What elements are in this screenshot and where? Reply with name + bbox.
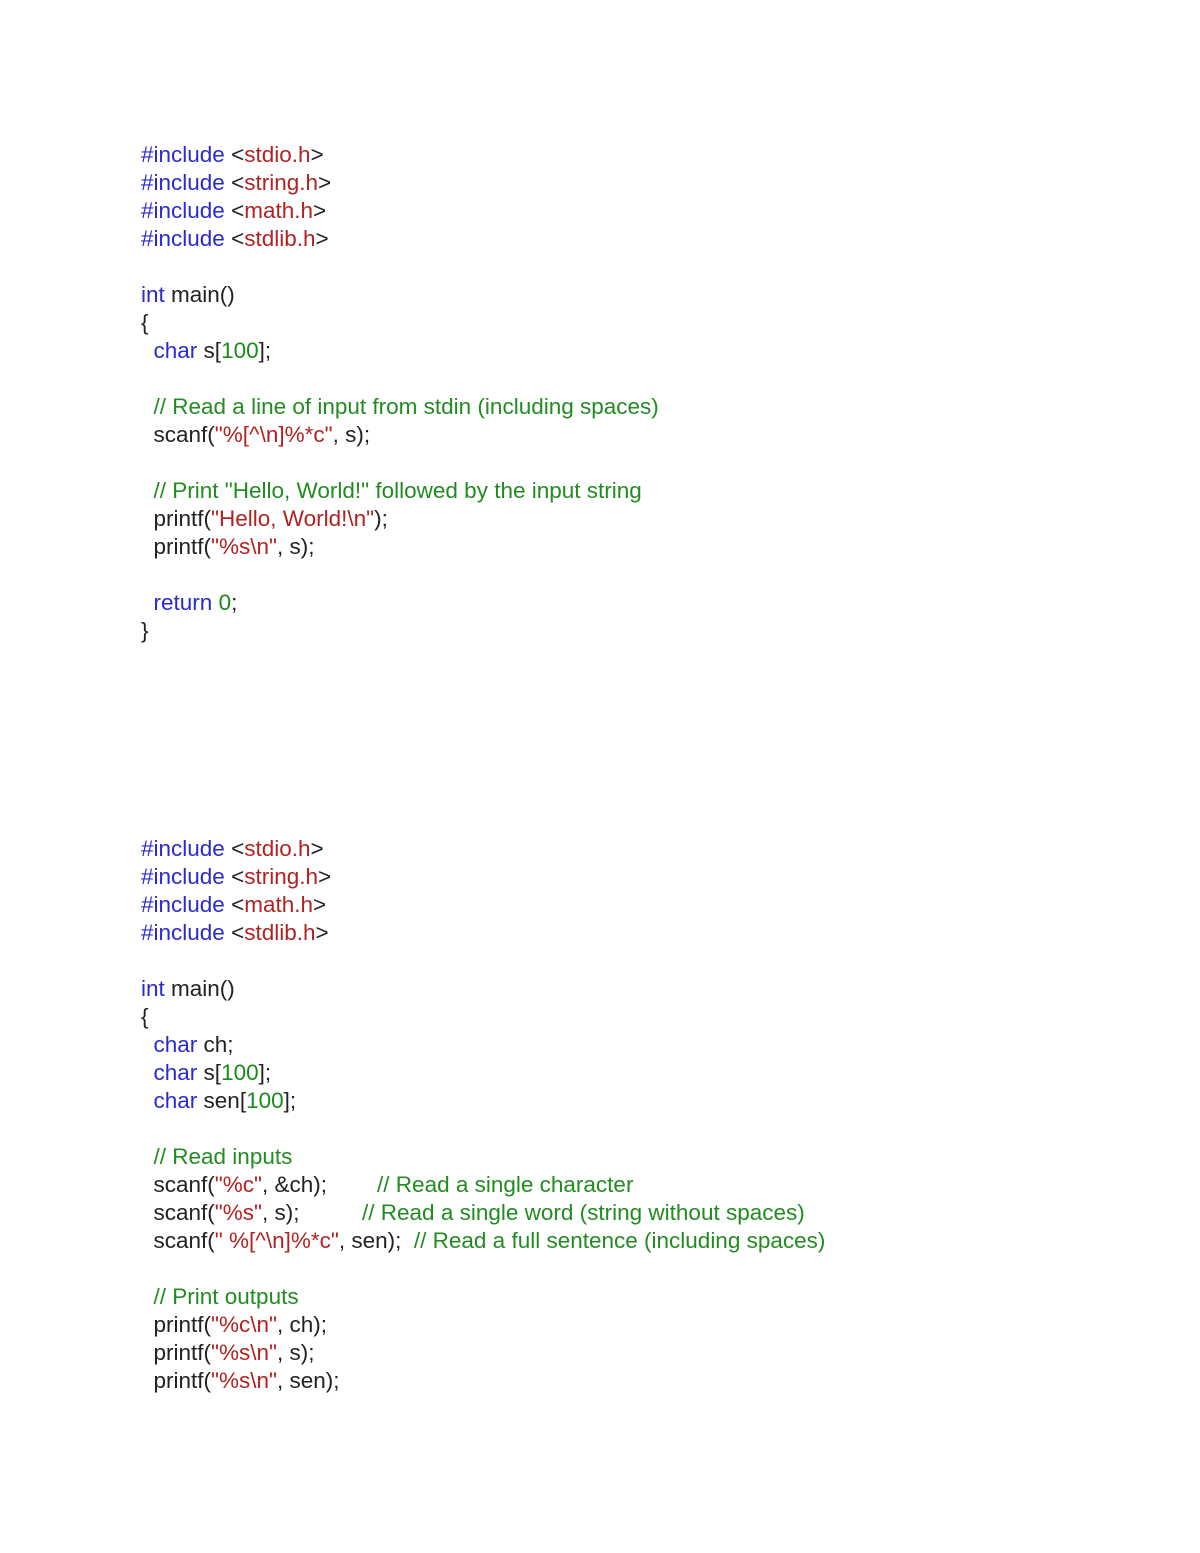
code-line [141,1311,825,1339]
code-token-string: "%s\n" [211,534,278,559]
code-token-string: "%s" [214,1200,263,1225]
code-token-header: stdlib.h [244,226,316,251]
code-token-plain [141,394,154,419]
code-token-string: " %[^\n]%*c" [214,1228,339,1253]
code-token-header: string.h [244,864,319,889]
code-token-string: "Hello, World!\n" [211,506,375,531]
code-token-plain: > [310,836,324,861]
code-token-plain: ]; [258,338,272,363]
code-token-string: "%s\n" [211,1340,278,1365]
code-line [141,1059,825,1087]
code-token-string: "%c\n" [211,1312,278,1337]
code-token-plain: } [141,618,149,643]
code-line [141,891,825,919]
code-token-keyword: char [153,338,198,363]
code-line [141,281,659,309]
code-token-plain: main() [164,976,235,1001]
code-token-plain: , sen); [338,1228,414,1253]
code-token-plain: printf( [141,1340,212,1365]
code-token-plain: printf( [141,1368,212,1393]
code-token-plain: { [141,310,149,335]
code-token-directive: #include [141,198,232,223]
code-token-comment: // Read inputs [153,1144,293,1169]
code-block-read-inputs [141,835,825,1395]
code-token-keyword: return [153,590,213,615]
code-token-plain: , sen); [277,1368,340,1393]
code-token-plain: , s); [262,1200,363,1225]
code-line [141,1115,825,1143]
code-token-plain: > [318,170,332,195]
code-token-plain: { [141,1004,149,1029]
code-line [141,1003,825,1031]
code-token-directive: #include [141,920,232,945]
code-line [141,225,659,253]
code-token-header: stdlib.h [244,920,316,945]
code-token-plain: > [318,864,332,889]
code-line [141,477,659,505]
code-line [141,1199,825,1227]
code-token-plain: > [315,226,329,251]
code-line [141,505,659,533]
code-token-comment: // Read a single word (string without spaces) [362,1200,805,1225]
code-token-plain: , s); [277,534,315,559]
code-token-plain: ]; [258,1060,272,1085]
code-token-header: math.h [244,198,314,223]
code-token-comment: // Print outputs [153,1284,299,1309]
code-token-plain: < [231,142,245,167]
code-token-plain: > [310,142,324,167]
code-token-plain [141,1060,154,1085]
code-token-header: stdio.h [244,142,311,167]
code-line [141,169,659,197]
code-token-directive: #include [141,142,232,167]
code-token-plain [141,1284,154,1309]
code-line [141,1031,825,1059]
code-token-comment: // Read a line of input from stdin (including spaces) [153,394,659,419]
code-token-comment: // Read a single character [377,1172,634,1197]
code-line [141,1283,825,1311]
code-token-keyword: char [153,1088,198,1113]
code-line [141,919,825,947]
code-token-comment: // Print "Hello, World!" followed by the input string [153,478,642,503]
code-token-plain: s[ [197,338,222,363]
code-token-plain: scanf( [141,422,215,447]
code-token-keyword: char [153,1060,198,1085]
code-line [141,1255,825,1283]
code-line [141,533,659,561]
code-line [141,1367,825,1395]
code-token-plain: ch; [197,1032,234,1057]
code-token-directive: #include [141,864,232,889]
code-token-plain: printf( [141,1312,212,1337]
code-token-plain: ]; [283,1088,297,1113]
code-line [141,1339,825,1367]
code-token-directive: #include [141,170,232,195]
code-line [141,141,659,169]
code-line [141,589,659,617]
code-token-header: string.h [244,170,319,195]
code-line [141,561,659,589]
code-token-plain [141,478,154,503]
code-token-directive: #include [141,892,232,917]
code-token-number: 100 [246,1088,284,1113]
code-line [141,1227,825,1255]
code-line [141,309,659,337]
code-token-plain: printf( [141,506,212,531]
code-token-plain: > [315,920,329,945]
code-token-plain: , ch); [277,1312,328,1337]
code-token-plain: < [231,920,245,945]
code-token-number: 0 [218,590,232,615]
code-line [141,337,659,365]
code-token-header: math.h [244,892,314,917]
code-token-keyword: int [141,976,165,1001]
code-block-hello-world [141,141,659,645]
code-line [141,947,825,975]
code-token-header: stdio.h [244,836,311,861]
code-token-plain [141,590,154,615]
code-token-plain: s[ [197,1060,222,1085]
code-token-number: 100 [221,1060,259,1085]
code-token-plain: , &ch); [262,1172,378,1197]
code-line [141,617,659,645]
code-token-plain: sen[ [197,1088,247,1113]
code-token-plain: , s); [332,422,371,447]
code-token-plain: < [231,892,245,917]
code-token-number: 100 [221,338,259,363]
code-line [141,1171,825,1199]
code-line [141,1143,825,1171]
code-token-plain [141,1088,154,1113]
code-token-plain [141,1032,154,1057]
code-token-plain [141,338,154,363]
code-token-plain: > [313,892,327,917]
code-token-keyword: char [153,1032,198,1057]
code-token-keyword: int [141,282,165,307]
code-token-string: "%[^\n]%*c" [214,422,333,447]
code-token-plain: < [231,170,245,195]
code-line [141,197,659,225]
code-line [141,393,659,421]
code-line [141,835,825,863]
code-token-plain: scanf( [141,1228,215,1253]
code-token-comment: // Read a full sentence (including spaces) [413,1228,826,1253]
code-token-plain: < [231,864,245,889]
code-token-plain: scanf( [141,1172,215,1197]
code-token-plain: printf( [141,534,212,559]
code-line [141,975,825,1003]
code-token-directive: #include [141,836,232,861]
code-token-plain: ; [231,590,238,615]
code-token-string: "%c" [214,1172,263,1197]
code-token-plain: < [231,836,245,861]
code-token-plain [141,1144,154,1169]
code-token-plain: scanf( [141,1200,215,1225]
code-token-plain: , s); [277,1340,315,1365]
code-line [141,253,659,281]
code-line [141,863,825,891]
code-token-plain: main() [164,282,235,307]
code-token-string: "%s\n" [211,1368,278,1393]
code-line [141,1087,825,1115]
code-token-directive: #include [141,226,232,251]
code-token-plain: ); [374,506,388,531]
code-token-plain: > [313,198,327,223]
code-line [141,449,659,477]
code-token-plain: < [231,198,245,223]
code-line [141,421,659,449]
code-line [141,365,659,393]
code-token-plain: < [231,226,245,251]
